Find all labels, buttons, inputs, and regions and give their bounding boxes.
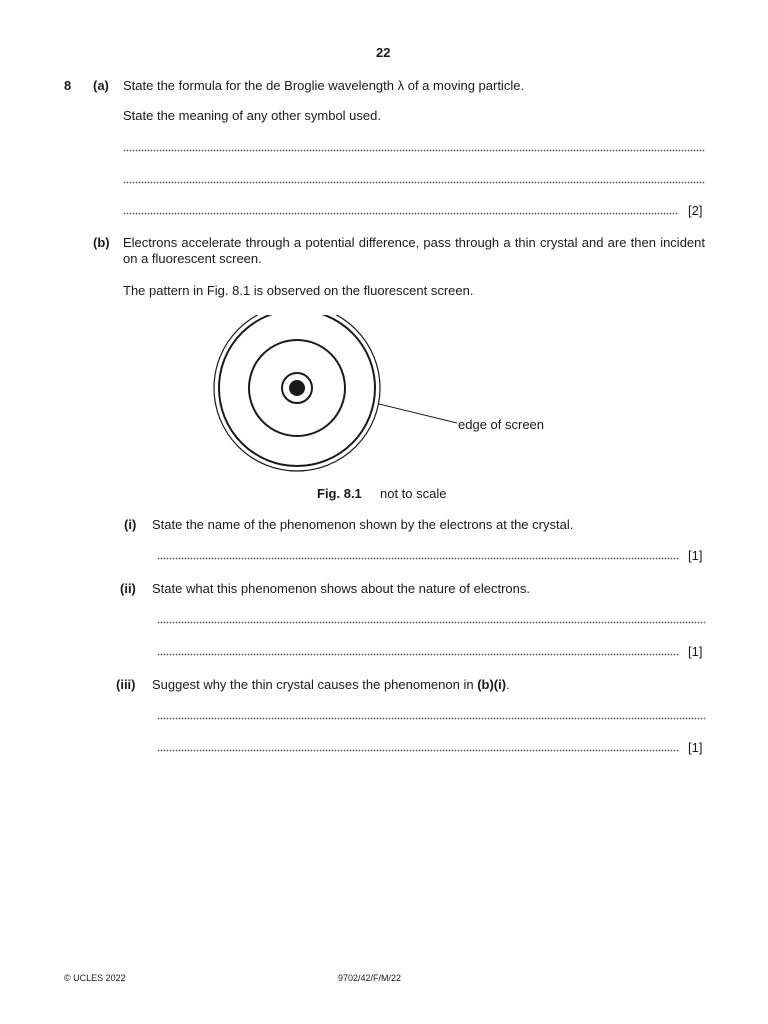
part-b-intro: Electrons accelerate through a potential difference, pass through a thin crystal and are then incident on a fluorescent screen. [123,235,705,266]
marks-biii: [1] [688,740,703,755]
answer-line[interactable] [157,621,705,624]
marks-bii: [1] [688,644,703,659]
answer-line[interactable] [157,557,679,560]
edge-of-screen-label: edge of screen [458,417,545,432]
central-spot [289,380,305,396]
figure-caption-note: not to scale [380,486,447,501]
marks-bi: [1] [688,548,703,563]
question-number: 8 [64,78,72,93]
figure-caption-number: Fig. 8.1 [317,486,362,501]
part-biii-prompt [152,677,510,693]
answer-line[interactable] [123,181,705,184]
part-bii-prompt: State what this phenomenon shows about the nature of electrons. [152,581,530,596]
part-bii-label: (ii) [120,581,136,596]
part-a-prompt: State the formula for the de Broglie wavelength λ of a moving particle. [123,78,525,93]
part-bi-label: (i) [124,517,137,532]
part-b-pattern-text: The pattern in Fig. 8.1 is observed on the fluorescent screen. [123,283,474,298]
part-biii-prompt-text: Suggest why the thin crystal causes the phenomenon in [152,677,478,692]
answer-line[interactable] [157,653,679,656]
edge-leader-line [379,404,457,423]
diffraction-pattern-figure [200,315,580,490]
part-bi-prompt: State the name of the phenomenon shown by the electrons at the crystal. [152,517,574,532]
part-a-prompt-2: State the meaning of any other symbol used. [123,108,381,123]
answer-line[interactable] [157,717,705,720]
answer-line[interactable] [123,149,705,152]
answer-line[interactable] [157,749,679,752]
marks-a: [2] [688,203,703,218]
page-number: 22 [376,45,391,60]
part-a-label: (a) [93,78,109,93]
part-b-label: (b) [93,235,110,250]
part-biii-label: (iii) [116,677,136,692]
footer-paper-code: 9702/42/F/M/22 [338,973,402,983]
answer-line[interactable] [123,212,679,215]
part-biii-reference: (b)(i) [477,677,507,692]
part-biii-period: . [506,677,510,692]
footer-copyright: © UCLES 2022 [64,973,126,983]
